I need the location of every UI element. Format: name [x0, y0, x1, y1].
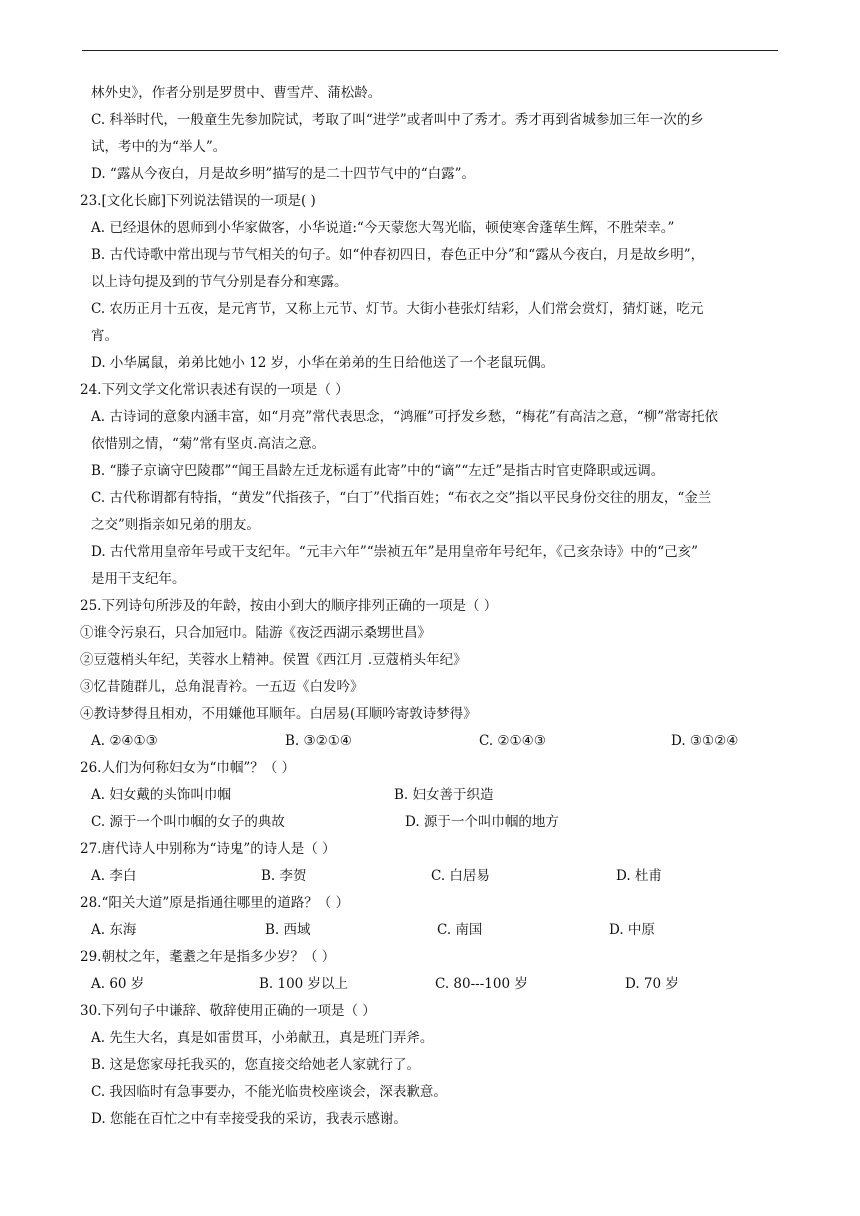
- option-d[interactable]: D. ③①②④: [671, 733, 739, 749]
- option-d[interactable]: D. 杜甫: [616, 868, 662, 884]
- question-26-options-row2: [80, 809, 780, 836]
- option-d[interactable]: D. 中原: [609, 922, 655, 938]
- option-a[interactable]: A. 60 岁: [91, 976, 145, 992]
- option-b[interactable]: B. ③②①④: [285, 733, 352, 749]
- option-c[interactable]: C. 源于一个叫巾帼的女子的典故: [91, 814, 285, 830]
- option-b[interactable]: B. 100 岁以上: [259, 976, 349, 992]
- text-line: D. 小华属鼠，弟弟比她小 12 岁，小华在弟弟的生日给他送了一个老鼠玩偶。: [91, 355, 555, 371]
- option-b[interactable]: B. 李贺: [261, 868, 307, 884]
- text-line: A. 古诗词的意象内涵丰富，如“月亮”常代表思念，“鸿雁”可抒发乡愁，“梅花”有高洁之意，“柳”常寄托依: [91, 409, 719, 425]
- option-a[interactable]: A. ②④①③: [91, 733, 158, 749]
- option-d[interactable]: D. 源于一个叫巾帼的地方: [405, 814, 559, 830]
- text-line: 之交”则指亲如兄弟的朋友。: [91, 517, 260, 533]
- option-b[interactable]: B. 妇女善于织造: [394, 787, 494, 803]
- document-body: [80, 80, 780, 1133]
- text-line: D. “露从今夜白，月是故乡明”描写的是二十四节气中的“白露”。: [91, 166, 476, 182]
- text-line: 是用干支纪年。: [91, 571, 186, 587]
- poem-line: ①谁令污泉石，只合加冠巾。陆游《夜泛西湖示桑甥世昌》: [80, 625, 431, 641]
- text-line: C. 科举时代，一般童生先参加院试，考取了叫“进学”或者叫中了秀才。秀才再到省城参加三年一次的乡: [91, 112, 704, 128]
- text-line: B. 古代诗歌中常出现与节气相关的句子。如“仲春初四日，春色正中分”和“露从今夜白，月是故乡明”，: [91, 247, 705, 263]
- question-23-stem: 23.[文化长廊]下列说法错误的一项是( ): [80, 193, 316, 209]
- text-line: 宵。: [91, 328, 118, 344]
- question-25-stem: 25.下列诗句所涉及的年龄，按由小到大的顺序排列正确的一项是（ ）: [80, 598, 498, 614]
- option-c[interactable]: C. 80---100 岁: [435, 976, 528, 992]
- question-29-stem: 29.朝杖之年，耄耋之年是指多少岁？（ ）: [80, 949, 336, 965]
- header-rule: [82, 50, 778, 51]
- option-c[interactable]: C. 南国: [437, 922, 483, 938]
- option-d[interactable]: D. 您能在百忙之中有幸接受我的采访，我表示感谢。: [91, 1111, 407, 1127]
- option-c[interactable]: C. ②①④③: [479, 733, 546, 749]
- text-line: 依惜别之情，“菊”常有坚贞.高洁之意。: [91, 436, 326, 452]
- question-24-stem: 24.下列文学文化常识表述有误的一项是（ ）: [80, 382, 349, 398]
- question-30-stem: 30.下列句子中谦辞、敬辞使用正确的一项是（ ）: [80, 1003, 376, 1019]
- option-a[interactable]: A. 东海: [91, 922, 137, 938]
- poem-line: ③忆昔随群儿，总角混青衿。一五迈《白发吟》: [80, 679, 364, 695]
- text-line: D. 古代常用皇帝年号或干支纪年。“元丰六年”“崇祯五年”是用皇帝年号纪年，《己亥杂诗》中的“己亥”: [91, 544, 699, 560]
- text-line: C. 古代称谓都有特指，“黄发”代指孩子，“白丁”代指百姓；“布衣之交”指以平民身份交往的朋友，“金兰: [91, 490, 712, 506]
- question-28-options: [80, 917, 780, 944]
- question-29-options: [80, 971, 780, 998]
- text-line: 试，考中的为“举人”。: [91, 139, 227, 155]
- option-c[interactable]: C. 白居易: [431, 868, 490, 884]
- question-27-stem: 27.唐代诗人中别称为“诗鬼”的诗人是（ ）: [80, 841, 336, 857]
- option-b[interactable]: B. 这是您家母托我买的，您直接交给她老人家就行了。: [91, 1057, 421, 1073]
- question-26-stem: 26.人们为何称妇女为“巾帼”？（ ）: [80, 760, 296, 776]
- poem-line: ②豆蔻梢头年纪，芙蓉水上精神。侯置《西江月 .豆蔻梢头年纪》: [80, 652, 467, 668]
- question-25-options: [80, 728, 780, 755]
- text-line: B. “滕子京谪守巴陵郡”“闻王昌龄左迁龙标遥有此寄”中的“谪”“左迁”是指古时官吏降职或远调。: [91, 463, 665, 479]
- option-a[interactable]: A. 李白: [91, 868, 137, 884]
- option-a[interactable]: A. 先生大名，真是如雷贯耳，小弟献丑，真是班门弄斧。: [91, 1030, 434, 1046]
- option-c[interactable]: C. 我因临时有急事要办，不能光临贵校座谈会，深表歉意。: [91, 1084, 447, 1100]
- text-line: 以上诗句提及到的节气分别是春分和寒露。: [91, 274, 348, 290]
- text-line: A. 已经退休的恩师到小华家做客，小华说道:“今天蒙您大驾光临，顿使寒舍蓬荜生辉，不胜荣幸。”: [91, 220, 675, 236]
- question-26-options-row1: [80, 782, 780, 809]
- poem-line: ④教诗梦得且相劝，不用嫌他耳顺年。白居易(耳顺吟寄敦诗梦得》: [80, 706, 477, 722]
- question-28-stem: 28.“阳关大道”原是指通往哪里的道路？（ ）: [80, 895, 350, 911]
- question-27-options: [80, 863, 780, 890]
- text-line: 林外史》，作者分别是罗贯中、曹雪芹、蒲松龄。: [91, 85, 382, 101]
- text-line: C. 农历正月十五夜，是元宵节，又称上元节、灯节。大街小巷张灯结彩，人们常会赏灯，猜灯谜，吃元: [91, 301, 704, 317]
- option-d[interactable]: D. 70 岁: [625, 976, 679, 992]
- option-b[interactable]: B. 西域: [265, 922, 311, 938]
- option-a[interactable]: A. 妇女戴的头饰叫巾帼: [91, 787, 231, 803]
